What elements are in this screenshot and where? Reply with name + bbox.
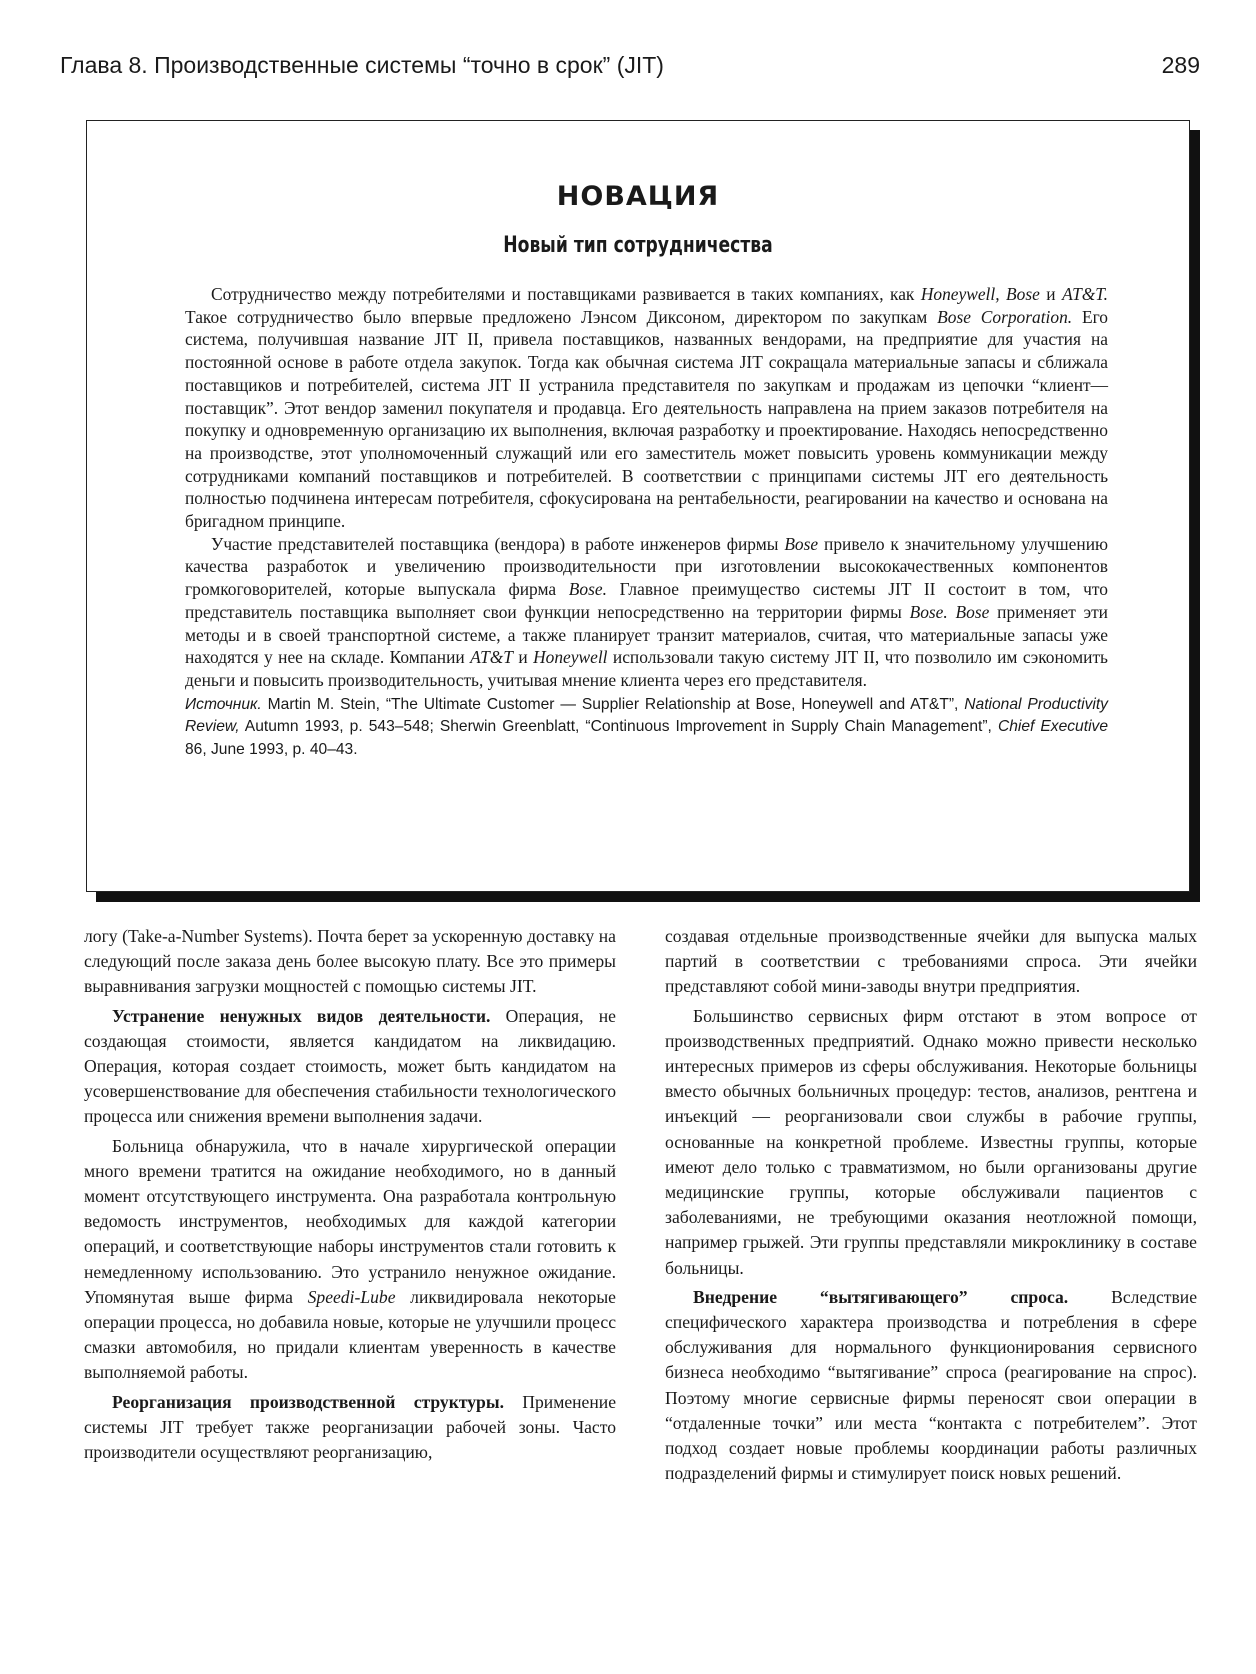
text-run: использовали такую систему JIT II, что позволило им сэкономить деньги и повысить производительность, учитывая мнение клиента через его представителя. xyxy=(185,647,1108,690)
page-number: 289 xyxy=(1161,52,1200,78)
left-paragraph-4 xyxy=(84,1390,616,1466)
box-heading: НОВАЦИЯ xyxy=(556,181,720,212)
journal-name: National Productivity Review, xyxy=(185,695,1108,736)
left-paragraph-2 xyxy=(84,1004,616,1130)
innovation-box xyxy=(86,120,1190,892)
text-run: привело к значительному улучшению качества разработок и увеличению производительности при изготовлении высококачественных компонентов громкоговорителей, которые выпускала фирма xyxy=(185,533,1108,600)
run-in-heading: Внедрение “вытягивающего” спроса. xyxy=(693,1286,1069,1307)
company-name: Bose. Bose xyxy=(909,601,990,622)
left-column xyxy=(84,924,616,1469)
chapter-title: Глава 8. Производственные системы “точно в срок” (JIT) xyxy=(60,52,664,78)
text-run: применяет эти методы и в своей транспортной системе, а также планирует транзит материалов, считая, что материальные запасы уже находятся у нее на складе. Компании xyxy=(185,601,1108,668)
company-name: AT&T. xyxy=(1062,284,1108,304)
source-label: Источник. xyxy=(185,695,262,713)
run-in-heading: Реорганизация производственной структуры. xyxy=(112,1391,504,1412)
text-run: Больница обнаружила, что в начале хирургической операции много времени тратится на ожидание необходимого, но в данный момент отсутствующего инструмента. Она разработала контрольную ведомость инструментов, необходимых для каждой категории операций, и соответствующие наборы инструментов стали готовить к немедленному использованию. Это устранило ненужное ожидание. Упомянутая выше фирма xyxy=(84,1135,616,1307)
text-run: Операция, не создающая стоимости, является кандидатом на ликвидацию. Операция, которая создает стоимость, может быть кандидатом на усовершенствование для обеспечения стабильности технологического процесса или снижения времени выполнения задачи. xyxy=(84,1005,616,1127)
text-run: Применение системы JIT требует также реорганизации рабочей зоны. Часто производители осуществляют реорганизацию, xyxy=(84,1391,617,1463)
text-run: Такое сотрудничество было впервые предложено Лэнсом Диксоном, директором по закупкам xyxy=(185,306,938,327)
right-paragraph-1: создавая отдельные производственные ячейки для выпуска малых партий в соответствии с требованиями спроса. Эти ячейки представляют собой мини-заводы внутри предприятия. xyxy=(665,926,1197,997)
company-name: Honeywell xyxy=(533,647,608,668)
company-name: Honeywell, Bose xyxy=(920,284,1040,304)
company-name: Bose Corporation. xyxy=(937,306,1073,327)
left-paragraph-3 xyxy=(84,1134,616,1386)
run-in-heading: Устранение ненужных видов деятельности. xyxy=(112,1005,491,1026)
box-paragraph-2 xyxy=(185,533,1108,692)
text-run: 86, June 1993, p. 40–43. xyxy=(185,741,358,759)
company-name: Bose xyxy=(784,533,819,554)
box-source xyxy=(185,694,1108,762)
right-paragraph-2: Большинство сервисных фирм отстают в этом вопросе от производственных предприятий. Однако можно привести несколько интересных примеров из сферы обслуживания. Некоторые больницы вместо обычных больничных процедур: тестов, анализов, рентгена и инъекций — реорганизовали свои службы в рабочие группы, основанные на конкретной проблеме. Известны группы, которые имеют дело только с травматизмом, но были организованы другие медицинские группы, которые обслуживали пациентов с заболеваниями, не требующими оказания неотложной помощи, например грыжей. Эти группы представляли микроклинику в составе больницы. xyxy=(665,1005,1197,1278)
text-run: Сотрудничество между потребителями и поставщиками развивается в таких компаниях, как xyxy=(211,284,921,304)
box-subheading: Новый тип сотрудничества xyxy=(503,233,773,258)
text-run: Martin M. Stein, “The Ultimate Customer — Supplier Relationship at Bose, Honeywell and AT&T”, xyxy=(261,695,965,713)
right-column xyxy=(665,924,1197,1490)
right-paragraph-3 xyxy=(665,1285,1197,1487)
text-run: Autumn 1993, p. 543–548; Sherwin Greenblatt, “Continuous Improvement in Supply Chain Management”, xyxy=(239,718,998,736)
box-body xyxy=(185,283,1108,762)
text-run: Главное преимущество системы JIT II состоит в том, что представитель поставщика выполняет свои функции непосредственно на территории фирмы xyxy=(185,579,1108,622)
text-run: ликвидировала некоторые операции процесса, но добавила новые, которые не улучшили процесс смазки автомобиля, но придали клиентам уверенность в качестве выполняемой работы. xyxy=(84,1286,616,1383)
running-head xyxy=(60,52,1200,86)
company-name: Speedi-Lube xyxy=(307,1286,396,1307)
text-run: Вследствие специфического характера производства и потребления в сфере обслуживания для нормального функционирования сервисного бизнеса необходимо “вытягивание” спроса (реагирование на спрос). Поэтому многие сервисные фирмы переносят свои операции в “отдаленные точки” или места “контакта с потребителем”. Этот подход создает новые проблемы координации работы различных подразделений фирмы и стимулирует поиск новых решений. xyxy=(665,1286,1197,1484)
text-run: и xyxy=(1039,284,1063,304)
left-paragraph-1: логу (Take-a-Number Systems). Почта берет за ускоренную доставку на следующий после заказа день более высокую плату. Все это примеры выравнивания загрузки мощностей с помощью системы JIT. xyxy=(84,926,616,997)
text-run: Участие представителей поставщика (вендора) в работе инженеров фирмы xyxy=(211,533,785,554)
box-paragraph-1 xyxy=(185,283,1108,533)
company-name: AT&T xyxy=(470,647,513,668)
text-run: и xyxy=(512,647,534,668)
journal-name: Chief Executive xyxy=(997,718,1109,736)
company-name: Bose. xyxy=(568,579,607,600)
text-run: Его система, получившая название JIT II, привела поставщиков, названных вендорами, на предприятие для участия на постоянной основе в работе отдела закупок. Тогда как обычная система JIT сокращала материальные запасы и сближала поставщиков и потребителей, система JIT II устранила представителя по закупкам и продажам из цепочки “клиент—поставщик”. Этот вендор заменил покупателя и продавца. Его деятельность направлена на прием заказов потребителя на покупку и одновременную организацию их выполнения, включая разработку и проектирование. Находясь непосредственно на производстве, этот уполномоченный служащий или его заместитель может повысить уровень коммуникации между сотрудниками компаний поставщиков и потребителей. В соответствии с принципами системы JIT его деятельность полностью подчинена интересам потребителя, сфокусирована на рентабельности, реагировании на качество и основана на бригадном принципе. xyxy=(185,306,1108,532)
